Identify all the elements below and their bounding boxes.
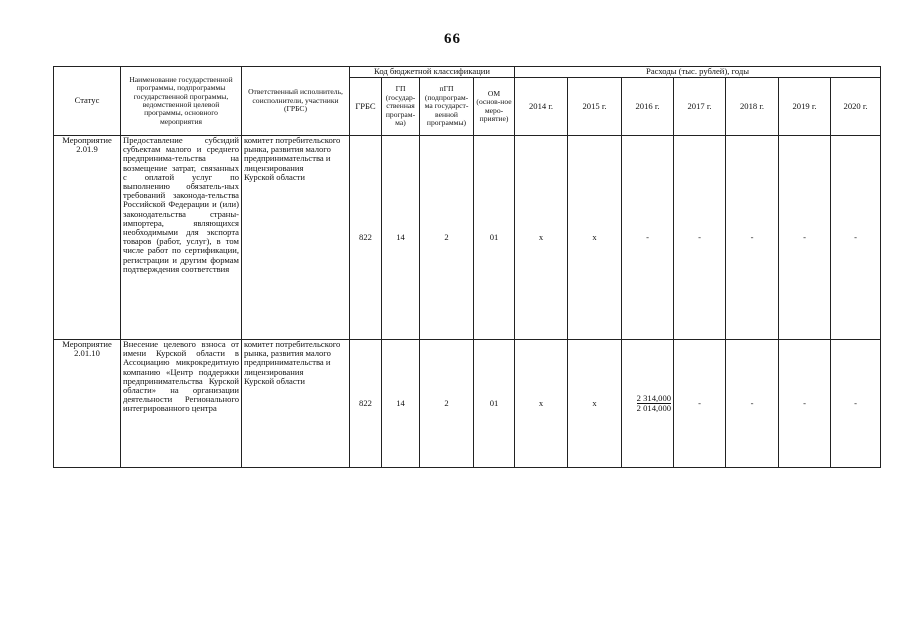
row-code-om: 01 xyxy=(474,340,515,468)
row-name: Предоставление субсидий субъектам малого и среднего предпринима-тельства на возмещение затрат, связанных с оплатой услуг по выполнению обязатель-ных требований законода-тельства Российской Федерации и (или) законодательства страны-импортера, являющихся необходимыми для экспорта товаров (работ, услуг), в том числе работ по сертификации, регистрации и другим формам подтверждения соответствия xyxy=(121,136,242,340)
page-number: 66 xyxy=(444,31,461,47)
row-value-2020: - xyxy=(831,340,881,468)
row-value-2015: x xyxy=(568,340,622,468)
row-executor xyxy=(242,340,350,468)
row-value-2017: - xyxy=(674,136,726,340)
header-expenses-group: Расходы (тыс. рублей), годы xyxy=(515,67,881,78)
row-code-om: 01 xyxy=(474,136,515,340)
header-year-2016: 2016 г. xyxy=(622,78,674,136)
header-row-1 xyxy=(54,67,881,78)
row-executor-line2: Курской области xyxy=(244,375,306,386)
budget-table xyxy=(53,66,881,468)
row-value-2016-original: 2 314,000 xyxy=(636,392,672,403)
header-code-om: ОМ (основ-ное меро-приятие) xyxy=(474,78,515,136)
header-year-2020: 2020 г. xyxy=(831,78,881,136)
row-executor-line1: комитет потребительского рынка, развития малого предпринимательства и лицензирования xyxy=(244,135,341,173)
header-year-2017: 2017 г. xyxy=(674,78,726,136)
row-executor-line2: Курской области xyxy=(244,171,306,182)
row-code-gp: 14 xyxy=(382,136,420,340)
header-code-gp: ГП (государ-ственная програм-ма) xyxy=(382,78,420,136)
header-code-pgp: пГП (подпрограм-ма государст-венной программы) xyxy=(420,78,474,136)
header-name: Наименование государственной программы, подпрограммы государственной программы, ведомственной целевой программы, основного мероприятия xyxy=(121,67,242,136)
row-status: Мероприятие 2.01.9 xyxy=(54,136,121,340)
row-value-2014: x xyxy=(515,136,568,340)
header-status: Статус xyxy=(54,67,121,136)
header-year-2014: 2014 г. xyxy=(515,78,568,136)
row-value-2014: x xyxy=(515,340,568,468)
row-value-2019: - xyxy=(779,136,831,340)
table-row xyxy=(54,340,881,468)
row-value-2019: - xyxy=(779,340,831,468)
row-value-2018: - xyxy=(726,136,779,340)
row-value-2016-revised: 2 014,000 xyxy=(636,403,672,413)
header-budget-code-group: Код бюджетной классификации xyxy=(350,67,515,78)
row-code-grbs: 822 xyxy=(350,136,382,340)
table-row xyxy=(54,136,881,340)
row-code-pgp: 2 xyxy=(420,136,474,340)
row-value-2018: - xyxy=(726,340,779,468)
row-value-2016 xyxy=(622,340,674,468)
row-value-2015: x xyxy=(568,136,622,340)
row-value-2016: - xyxy=(622,136,674,340)
row-code-pgp: 2 xyxy=(420,340,474,468)
row-value-2017: - xyxy=(674,340,726,468)
row-status: Мероприятие 2.01.10 xyxy=(54,340,121,468)
row-executor xyxy=(242,136,350,340)
header-year-2019: 2019 г. xyxy=(779,78,831,136)
row-value-2020: - xyxy=(831,136,881,340)
row-name: Внесение целевого взноса от имени Курской области в Ассоциацию микрокредитную компанию «Центр поддержки предпринимательства Курской области» на организации деятельности Регионального интегрированного центра xyxy=(121,340,242,468)
row-code-grbs: 822 xyxy=(350,340,382,468)
header-year-2018: 2018 г. xyxy=(726,78,779,136)
header-year-2015: 2015 г. xyxy=(568,78,622,136)
header-executor: Ответственный исполнитель, соисполнители, участники (ГРБС) xyxy=(242,67,350,136)
row-code-gp: 14 xyxy=(382,340,420,468)
row-executor-line1: комитет потребительского рынка, развития малого предпринимательства и лицензирования xyxy=(244,339,341,377)
header-code-grbs: ГРБС xyxy=(350,78,382,136)
